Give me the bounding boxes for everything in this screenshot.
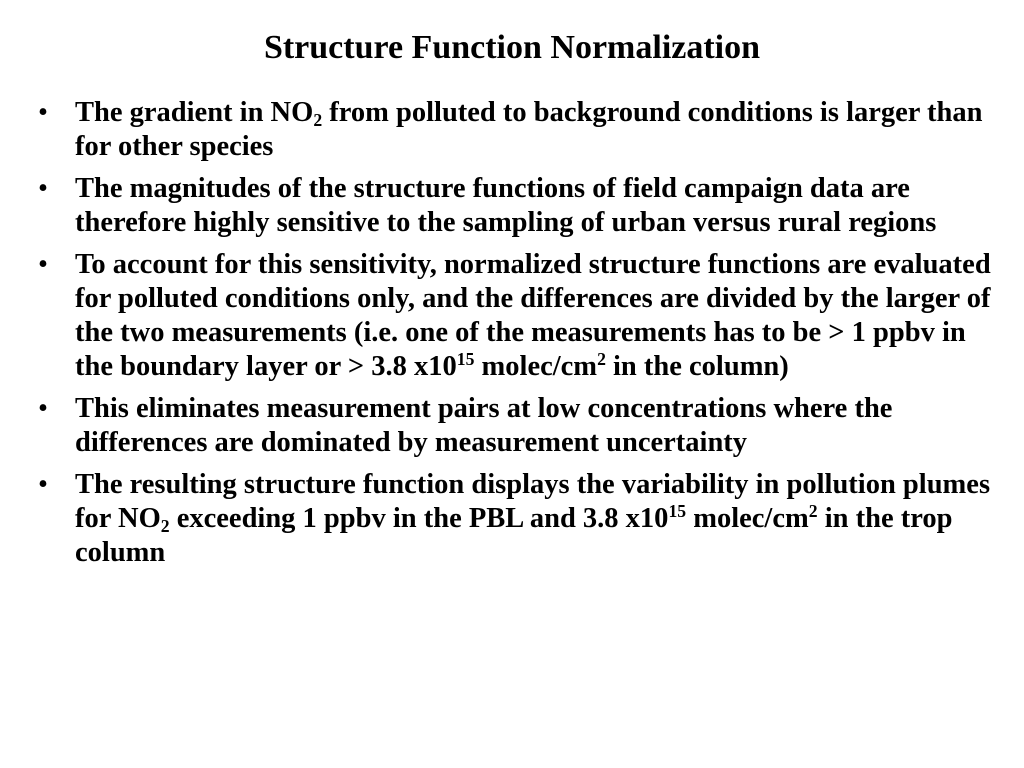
bullet-item-eliminates-pairs bbox=[38, 392, 998, 460]
bullet-text: molec/cm bbox=[686, 503, 809, 534]
bullet-list bbox=[38, 96, 998, 578]
bullet-text: in the column) bbox=[605, 351, 789, 382]
bullet-marker: • bbox=[38, 97, 48, 128]
bullet-text: To account for this sensitivity, normalized structure functions are evaluated for polluted conditions only, and the differences are divided by the larger of the two measurements (i.e. one of the measurements has to be > 1 ppbv in the boundary layer or > 3.8 x10 bbox=[75, 249, 991, 382]
bullet-text: The gradient in NO bbox=[75, 97, 314, 128]
bullet-text: The magnitudes of the structure functions of field campaign data are therefore highly sensitive to the sampling of urban versus rural regions bbox=[75, 173, 937, 238]
bullet-text: This eliminates measurement pairs at low concentrations where the differences are dominated by measurement uncertainty bbox=[75, 393, 893, 458]
subscript: 2 bbox=[160, 516, 170, 537]
bullet-marker: • bbox=[38, 249, 48, 280]
bullet-text: The resulting structure function displays the variability in pollution plumes for NO bbox=[75, 469, 991, 534]
superscript: 2 bbox=[597, 349, 606, 370]
bullet-marker: • bbox=[38, 173, 48, 204]
bullet-marker: • bbox=[38, 393, 48, 424]
superscript: 2 bbox=[808, 501, 818, 522]
subscript: 2 bbox=[313, 110, 323, 131]
bullet-item-resulting-function bbox=[38, 468, 998, 570]
slide-title: Structure Function Normalization bbox=[263, 29, 761, 66]
bullet-item-normalization bbox=[38, 248, 998, 384]
bullet-text: exceeding 1 ppbv in the PBL and 3.8 x10 bbox=[169, 503, 669, 534]
bullet-text: molec/cm bbox=[474, 351, 598, 382]
superscript: 15 bbox=[456, 349, 475, 370]
superscript: 15 bbox=[668, 501, 687, 522]
bullet-text: from polluted to background conditions is larger than for other species bbox=[75, 97, 983, 162]
bullet-item-no2-gradient bbox=[38, 96, 998, 164]
bullet-item-sensitivity bbox=[38, 172, 998, 240]
bullet-marker: • bbox=[38, 469, 48, 500]
bullet-text: in the trop column bbox=[75, 503, 953, 568]
